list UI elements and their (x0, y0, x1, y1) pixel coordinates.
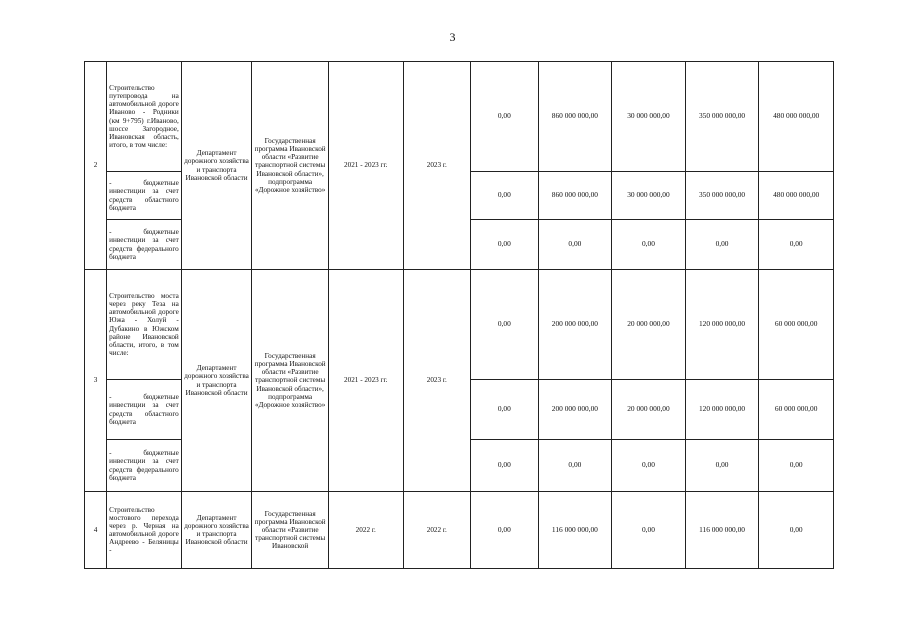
row-index: 4 (85, 492, 107, 569)
value-cell: 350 000 000,00 (685, 62, 759, 172)
object-name: Строительство путепровода на автомобильной дороге Иваново - Родники (км 9+795) г.Иваново, шоссе Загородное, Ивановская область, итого, в том числе: (107, 62, 182, 172)
period: 2021 - 2023 гг. (328, 270, 403, 492)
value-cell: 60 000 000,00 (759, 270, 834, 380)
table-row (85, 62, 834, 172)
object-name: - бюджетные инвестиции за счет средств федерального бюджета (107, 440, 182, 492)
value-cell: 0,00 (759, 220, 834, 270)
value-cell: 0,00 (612, 440, 686, 492)
object-name: - бюджетные инвестиции за счет средств федерального бюджета (107, 220, 182, 270)
year: 2022 г. (403, 492, 471, 569)
year: 2023 г. (403, 270, 471, 492)
value-cell: 0,00 (471, 270, 539, 380)
value-cell: 0,00 (685, 440, 759, 492)
value-cell: 116 000 000,00 (685, 492, 759, 569)
period: 2022 г. (328, 492, 403, 569)
value-cell: 480 000 000,00 (759, 172, 834, 220)
value-cell: 0,00 (612, 492, 686, 569)
value-cell: 480 000 000,00 (759, 62, 834, 172)
organization: Департамент дорожного хозяйства и транспорта Ивановской области (181, 492, 252, 569)
value-cell: 0,00 (538, 440, 612, 492)
organization: Департамент дорожного хозяйства и транспорта Ивановской области (181, 62, 252, 270)
program: Государственная программа Ивановской области «Развитие транспортной системы Ивановской (252, 492, 329, 569)
value-cell: 30 000 000,00 (612, 62, 686, 172)
value-cell: 116 000 000,00 (538, 492, 612, 569)
object-name: - бюджетные инвестиции за счет средств областного бюджета (107, 172, 182, 220)
year: 2023 г. (403, 62, 471, 270)
value-cell: 0,00 (685, 220, 759, 270)
table-row (85, 270, 834, 380)
program: Государственная программа Ивановской области «Развитие транспортной системы Ивановской области», подпрограмма «Дорожное хозяйство» (252, 270, 329, 492)
table-row (85, 492, 834, 569)
value-cell: 200 000 000,00 (538, 270, 612, 380)
value-cell: 0,00 (471, 62, 539, 172)
object-name: - бюджетные инвестиции за счет средств областного бюджета (107, 380, 182, 440)
value-cell: 0,00 (471, 220, 539, 270)
value-cell: 0,00 (471, 172, 539, 220)
value-cell: 0,00 (612, 220, 686, 270)
value-cell: 200 000 000,00 (538, 380, 612, 440)
period: 2021 - 2023 гг. (328, 62, 403, 270)
value-cell: 30 000 000,00 (612, 172, 686, 220)
value-cell: 0,00 (471, 440, 539, 492)
value-cell: 20 000 000,00 (612, 380, 686, 440)
value-cell: 120 000 000,00 (685, 270, 759, 380)
value-cell: 0,00 (759, 440, 834, 492)
value-cell: 20 000 000,00 (612, 270, 686, 380)
value-cell: 860 000 000,00 (538, 62, 612, 172)
program: Государственная программа Ивановской области «Развитие транспортной системы Ивановской области», подпрограмма «Дорожное хозяйство» (252, 62, 329, 270)
row-index: 2 (85, 62, 107, 270)
object-name: Строительство мостового перехода через р. Черная на автомобильной дороге Андреево - Беляницы - (107, 492, 182, 569)
organization: Департамент дорожного хозяйства и транспорта Ивановской области (181, 270, 252, 492)
value-cell: 0,00 (538, 220, 612, 270)
page-number: 3 (449, 30, 456, 44)
value-cell: 860 000 000,00 (538, 172, 612, 220)
value-cell: 0,00 (471, 380, 539, 440)
row-index: 3 (85, 270, 107, 492)
object-name: Строительство моста через реку Теза на автомобильной дороге Южа - Холуй - Дубакино в Южском районе Ивановской области, итого, в том числе: (107, 270, 182, 380)
value-cell: 0,00 (759, 492, 834, 569)
value-cell: 0,00 (471, 492, 539, 569)
value-cell: 60 000 000,00 (759, 380, 834, 440)
value-cell: 120 000 000,00 (685, 380, 759, 440)
investment-table (84, 61, 834, 569)
value-cell: 350 000 000,00 (685, 172, 759, 220)
